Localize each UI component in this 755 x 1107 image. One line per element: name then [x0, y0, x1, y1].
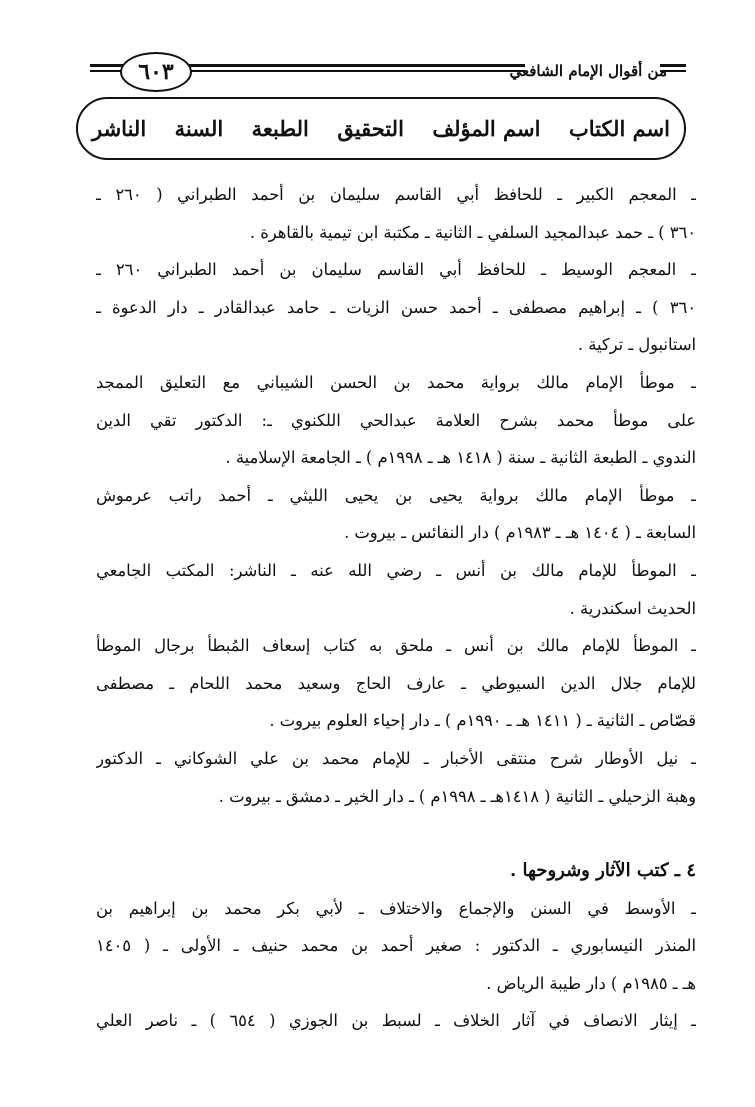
- section-gap: [96, 815, 696, 852]
- text-line: ـ المعجم الكبير ـ للحافظ أبي القاسم سليمان بن أحمد الطبراني ( ٢٦٠ ـ: [96, 185, 696, 204]
- column-author: اسم المؤلف: [432, 116, 541, 141]
- header-rule-thin: [180, 70, 525, 72]
- text-line: ٣٦٠ ) ـ حمد عبدالمجيد السلفي ـ الثانية ـ مكتبة ابن تيمية بالقاهرة .: [249, 222, 696, 242]
- text-line: ـ إيثار الانصاف في آثار الخلاف ـ لسبط بن الجوزي ( ٦٥٤ ) ـ ناصر العلي: [96, 1011, 696, 1031]
- page-number: [120, 52, 192, 92]
- page-number-text: ٦٠٣: [138, 59, 174, 85]
- text-line: هـ ـ ١٩٨٥م ) دار طيبة الرياض .: [486, 973, 696, 993]
- text-line: ـ نيل الأوطار شرح منتقى الأخبار ـ للإمام محمد بن علي الشوكاني ـ الدكتور: [96, 748, 696, 768]
- column-headings: [76, 97, 686, 160]
- text-line: على موطأ محمد بشرح العلامة عبدالحي اللكنوي ـ: الدكتور تقي الدين: [96, 410, 696, 430]
- bibliography: [96, 176, 696, 1040]
- text-line: ٣٦٠ ) ـ إبراهيم مصطفى ـ أحمد حسن الزيات ـ حامد عبدالقادر ـ دار الدعوة ـ: [96, 297, 696, 317]
- text-line: للإمام جلال الدين السيوطي ـ عارف الحاج وسعيد محمد اللحام ـ مصطفى: [96, 673, 696, 693]
- text-line: ـ الموطأ للإمام مالك بن أنس ـ رضي الله عنه ـ الناشر: المكتب الجامعي: [96, 560, 696, 580]
- column-publisher: الناشر: [92, 116, 147, 141]
- text-line: الحديث اسكندرية .: [569, 598, 696, 618]
- text-line: المنذر النيسابوري ـ الدكتور : صغير أحمد بن محمد حنيف ـ الأولى ـ ( ١٤٠٥: [96, 936, 696, 956]
- running-title: من أقوال الإمام الشافعي: [509, 62, 667, 80]
- header-rule: [180, 64, 525, 67]
- text-line: وهبة الزحيلي ـ الثانية ( ١٤١٨هـ ـ ١٩٩٨م ) ـ دار الخير ـ دمشق ـ بيروت .: [218, 786, 696, 806]
- text-line: السابعة ـ ( ١٤٠٤ هـ ـ ١٩٨٣م ) دار النفائس ـ بيروت .: [344, 523, 696, 543]
- column-book-name: اسم الكتاب: [568, 116, 670, 141]
- text-line: ـ الأوسط في السنن والإجماع والاختلاف ـ لأبي بكر محمد بن إبراهيم بن: [96, 898, 696, 918]
- section-heading: ٤ ـ كتب الآثار وشروحها .: [510, 860, 696, 882]
- text-line: الندوي ـ الطبعة الثانية ـ سنة ( ١٤١٨ هـ ـ ١٩٩٨م ) ـ الجامعة الإسلامية .: [225, 448, 696, 468]
- column-edition: الطبعة: [251, 116, 309, 141]
- text-line: ـ الموطأ للإمام مالك بن أنس ـ ملحق به كتاب إسعاف المُبطأ برجال الموطأ: [96, 636, 696, 656]
- text-line: ـ موطأ الإمام مالك برواية محمد بن الحسن الشيباني مع التعليق الممجد: [96, 372, 696, 392]
- column-year: السنة: [174, 116, 224, 141]
- text-line: ـ موطأ الإمام مالك برواية يحيى بن يحيى الليثي ـ أحمد راتب عرموش: [96, 485, 696, 505]
- text-line: ـ المعجم الوسيط ـ للحافظ أبي القاسم سليمان بن أحمد الطبراني ٢٦٠ ـ: [96, 260, 696, 280]
- column-editor: التحقيق: [337, 116, 404, 141]
- text-line: استانبول ـ تركية .: [577, 335, 696, 355]
- text-line: قصّاص ـ الثانية ـ ( ١٤١١ هـ ـ ١٩٩٠م ) ـ دار إحياء العلوم بيروت .: [269, 711, 696, 731]
